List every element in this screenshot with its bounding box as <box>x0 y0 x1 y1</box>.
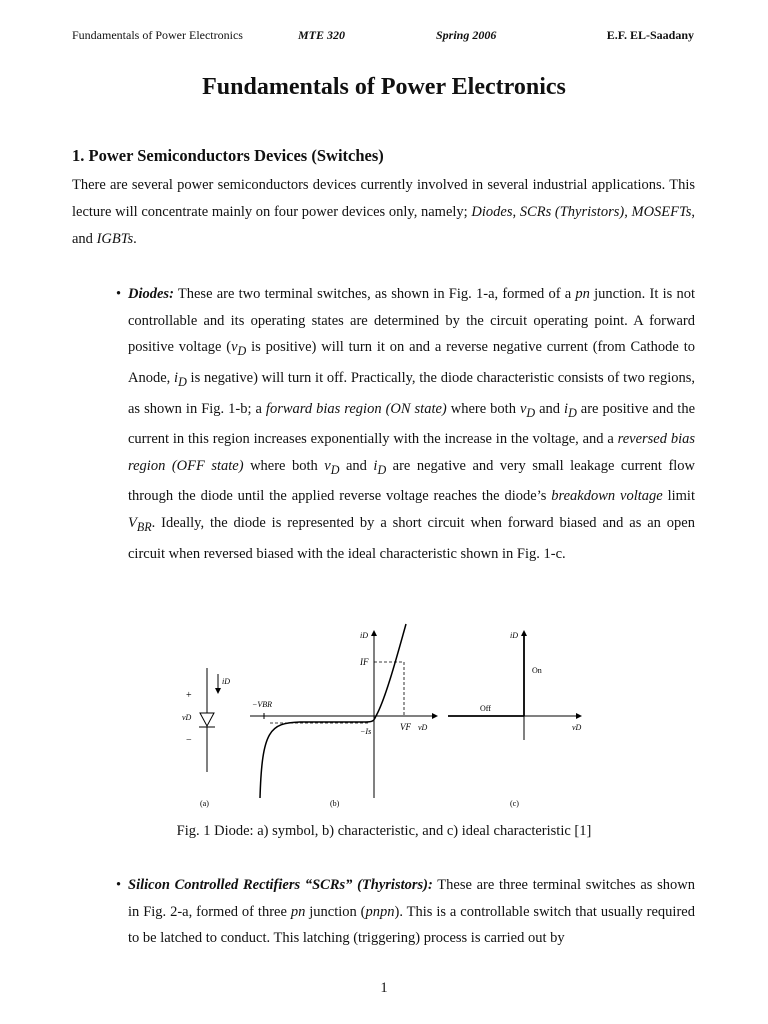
intro-paragraph: There are several power semiconductors devices currently involved in several industrial applications. This lecture will concentrate mainly on four power devices only, namely; Diodes, SCRs (Thyristors), MOSEFTs, and IGBTs. <box>72 177 696 247</box>
bullet-dot: • <box>116 877 122 893</box>
label-c: (c) <box>510 799 519 808</box>
scr-label: Silicon Controlled Rectifiers “SCRs” (Thyristors): <box>128 877 433 893</box>
header-term: Spring 2006 <box>436 28 497 42</box>
figure-caption: Fig. 1 Diode: a) symbol, b) characteristic, and c) ideal characteristic [1] <box>176 823 592 839</box>
running-header <box>72 28 694 44</box>
id-label-b: iD <box>360 631 368 640</box>
header-left: Fundamentals of Power Electronics <box>72 28 243 42</box>
vbr-label: −VBR <box>252 700 273 709</box>
on-label: On <box>532 666 542 675</box>
page-number: 1 <box>380 980 388 996</box>
figure-1-diode <box>170 620 610 820</box>
vd-label-b: vD <box>418 723 428 732</box>
header-course: MTE 320 <box>298 28 346 42</box>
ideal-characteristic <box>448 630 582 740</box>
vf-label: VF <box>400 722 411 732</box>
characteristic-axes <box>250 630 438 798</box>
minus-sign: − <box>186 735 192 746</box>
header-author: E.F. EL-Saadany <box>606 28 694 42</box>
diodes-bullet: • Diodes: These are two terminal switches, as shown in Fig. 1-a, formed of a pn junction. It is not controllable and its operating states are determined by the circuit operating point. A forward positive voltage ($v_D$ is positive) will turn it on and a reverse negative current (from Cathode to Anode, $i_D$ is negative) will turn it off. Practically, the diode characteristic consists of two regions, as shown in Fig. 1-b; a forward bias region (ON state) where both $v_D$ and $i_D$ are positive and the current in this region increases exponentially with the increase in the voltage, and a reversed bias region (OFF state) where both $v_D$ and $i_D$ are negative and very small leakage current flow through the diode until the applied reverse voltage reaches the diode’s breakdown voltage limit $V_{BR}$. Ideally, the diode is represented by a short circuit when forward biased and as an open circuit when reversed biased with the ideal characteristic shown in Fig. 1-c. <box>128 281 695 567</box>
bullet-dot: • <box>116 286 122 302</box>
diode-symbol <box>199 668 221 772</box>
if-label: IF <box>360 657 369 667</box>
label-b: (b) <box>330 799 340 808</box>
label-a: (a) <box>200 799 209 808</box>
vd-label-a: vD <box>182 713 192 722</box>
diodes-label: Diodes: <box>128 286 174 302</box>
vd-label-c: vD <box>572 723 582 732</box>
is-label: −Is <box>360 727 372 736</box>
id-label-c: iD <box>510 631 518 640</box>
id-label-a: iD <box>222 677 230 686</box>
diode-curve <box>260 624 406 798</box>
off-label: Off <box>480 704 491 713</box>
page-title: Fundamentals of Power Electronics <box>202 74 566 100</box>
section-heading: 1. Power Semiconductors Devices (Switches) <box>72 146 384 165</box>
dashed-guides <box>270 662 404 723</box>
scr-bullet: • Silicon Controlled Rectifiers “SCRs” (Thyristors): These are three terminal switches as shown in Fig. 2-a, formed of three pn junction (pnpn). This is a controllable switch that usually required to be latched to conduct. This latching (triggering) process is carried out by <box>128 872 695 952</box>
plus-sign: + <box>186 690 192 701</box>
